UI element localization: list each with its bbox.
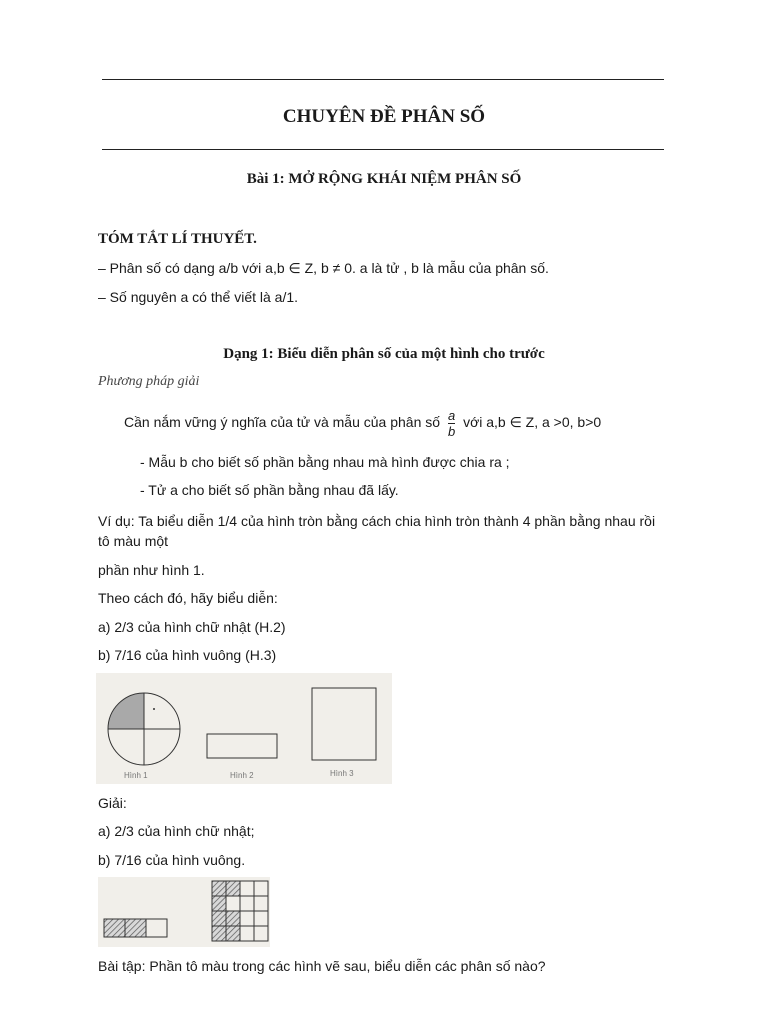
rectangle-figure bbox=[207, 734, 277, 758]
theory-line: – Số nguyên a có thể viết là a/1. bbox=[98, 289, 299, 305]
circle-figure bbox=[108, 693, 180, 765]
solution-line: b) 7/16 của hình vuông. bbox=[98, 852, 246, 868]
example-figure bbox=[96, 673, 392, 784]
figure-caption-1: Hình 1 bbox=[124, 771, 148, 780]
shaded-cell bbox=[212, 926, 226, 941]
example-line: Ví dụ: Ta biểu diễn 1/4 của hình tròn bằng cách chia hình tròn thành 4 phần bằng nhau rồi bbox=[98, 513, 656, 529]
theory-heading: TÓM TẮT LÍ THUYẾT. bbox=[98, 231, 257, 247]
solution-line: a) 2/3 của hình chữ nhật; bbox=[98, 823, 255, 839]
title-rule bbox=[102, 149, 664, 150]
exercise-line: Bài tập: Phần tô màu trong các hình vẽ sau, biểu diễn các phân số nào? bbox=[98, 958, 546, 974]
solution-line: Giải: bbox=[98, 795, 127, 811]
solution-figure bbox=[98, 877, 270, 947]
shaded-cell bbox=[212, 911, 226, 926]
example-line: Theo cách đó, hãy biểu diễn: bbox=[98, 590, 278, 606]
method-text-after: với a,b ∈ Z, a >0, b>0 bbox=[463, 414, 602, 430]
lesson-title: Bài 1: MỞ RỘNG KHÁI NIỆM PHÂN SỐ bbox=[246, 171, 522, 187]
method-label: Phương pháp giải bbox=[98, 374, 200, 389]
dot bbox=[153, 708, 155, 710]
example-figure-drawing bbox=[96, 673, 392, 784]
shaded-cell bbox=[226, 881, 240, 896]
example-line: tô màu một bbox=[98, 533, 169, 549]
method-text-before: Cần nắm vững ý nghĩa của tử và mẫu của phân số bbox=[124, 414, 441, 430]
solution-figure-drawing bbox=[98, 877, 270, 947]
figure-caption-2: Hình 2 bbox=[230, 771, 254, 780]
example-line: phần như hình 1. bbox=[98, 562, 205, 578]
method-text bbox=[124, 402, 601, 442]
rectangle-two-thirds bbox=[104, 919, 167, 937]
example-line: b) 7/16 của hình vuông (H.3) bbox=[98, 647, 277, 663]
fraction-denominator: b bbox=[447, 423, 456, 439]
example-line: a) 2/3 của hình chữ nhật (H.2) bbox=[98, 619, 286, 635]
square-figure bbox=[312, 688, 376, 760]
form-heading: Dạng 1: Biểu diễn phân số của một hình cho trước bbox=[223, 346, 545, 362]
shaded-cell bbox=[125, 919, 146, 937]
theory-line: – Phân số có dạng a/b với a,b ∈ Z, b ≠ 0. a là tử , b là mẫu của phân số. bbox=[98, 260, 549, 276]
square-seven-sixteenths bbox=[212, 881, 268, 941]
shaded-cell bbox=[212, 881, 226, 896]
bullet-item: - Tử a cho biết số phần bằng nhau đã lấy. bbox=[140, 482, 399, 498]
shaded-cell bbox=[226, 926, 240, 941]
shaded-cell bbox=[212, 896, 226, 911]
bullet-item: - Mẫu b cho biết số phần bằng nhau mà hình được chia ra ; bbox=[140, 454, 510, 470]
top-rule bbox=[102, 79, 664, 80]
figure-caption-3: Hình 3 bbox=[330, 769, 354, 778]
shaded-cell bbox=[226, 911, 240, 926]
page-title: CHUYÊN ĐỀ PHÂN SỐ bbox=[282, 106, 486, 127]
fraction-numerator: a bbox=[447, 407, 456, 423]
shaded-cell bbox=[104, 919, 125, 937]
fraction-a-over-b bbox=[448, 409, 455, 438]
